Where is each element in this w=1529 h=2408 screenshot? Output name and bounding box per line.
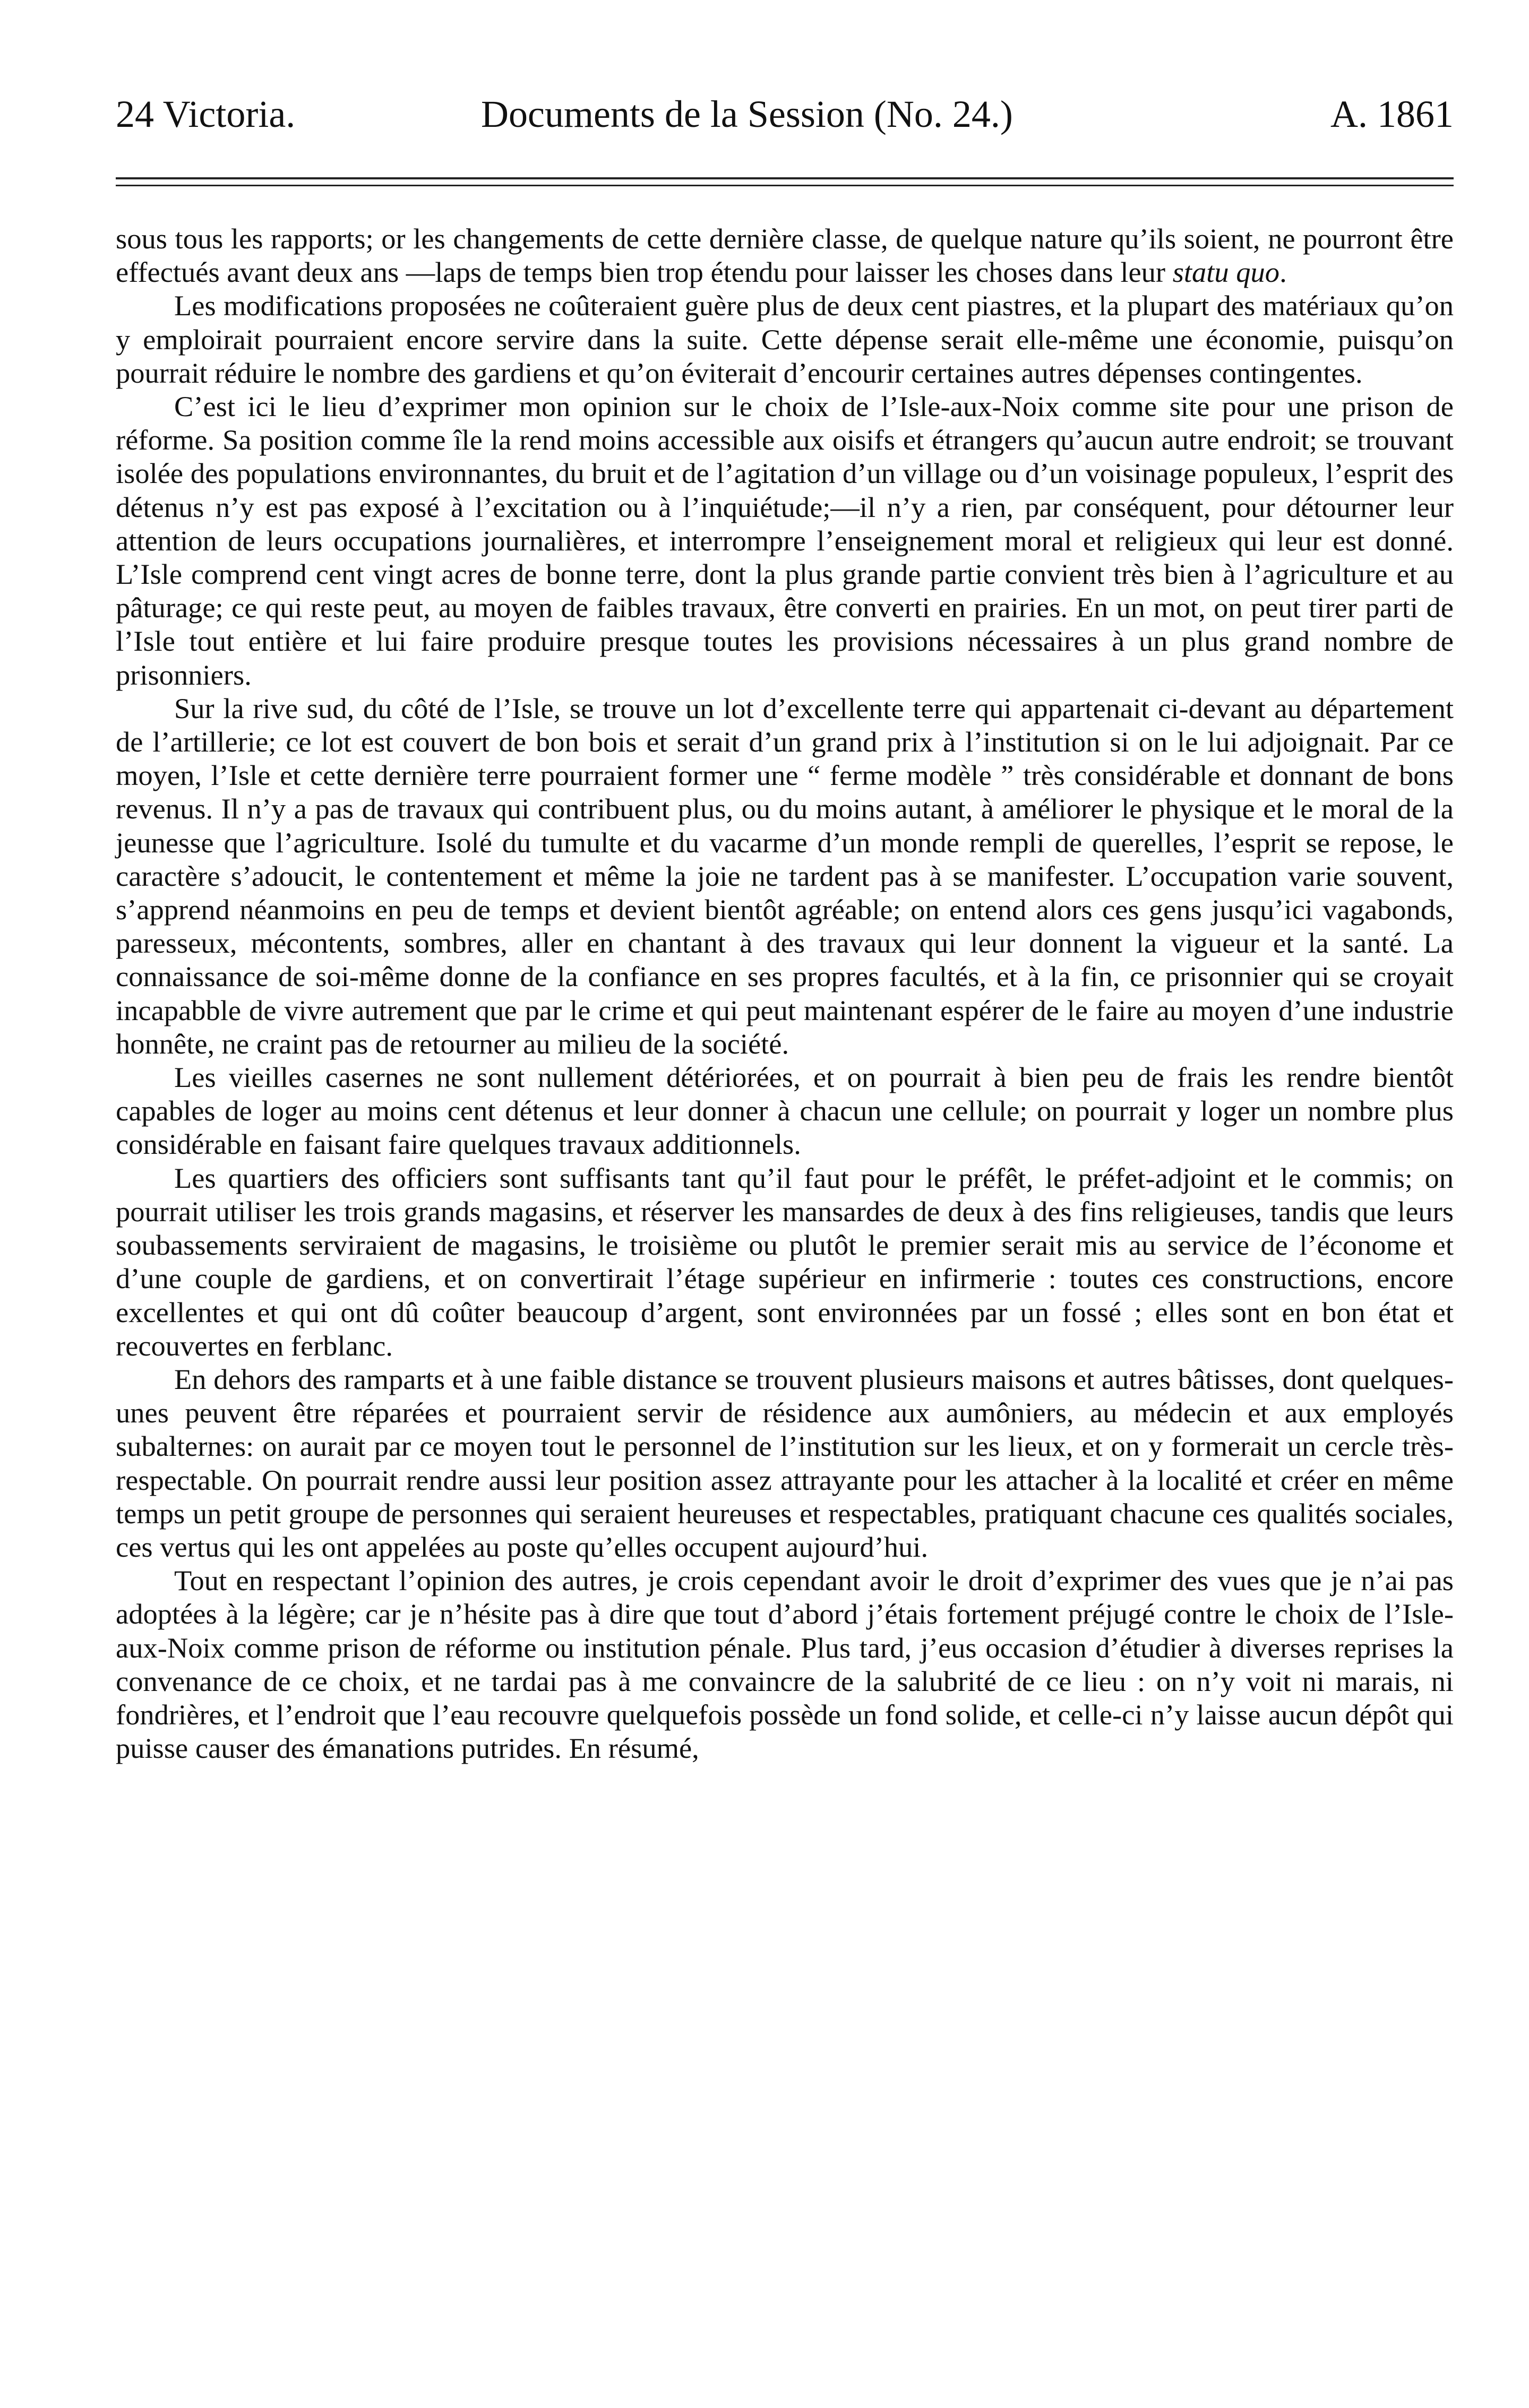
- paragraph-5: Les vieilles casernes ne sont nullement détériorées, et on pourrait à bien peu de frais les rendre bientôt capables de loger au moins cent détenus et leur donner à chacun une cellule; on pourrait y loger un nombre plus considérable en faisant faire quelques travaux additionnels.: [116, 1061, 1454, 1161]
- header-session-year: 24 Victoria.: [116, 93, 296, 135]
- header-rule-bottom: [116, 185, 1454, 186]
- body-text: [116, 222, 1454, 1765]
- paragraph-3: C’est ici le lieu d’exprimer mon opinion sur le choix de l’Isle-aux-Noix comme site pour une prison de réforme. Sa position comme île la rend moins accessible aux oisifs et étrangers qu’aucun autre endroit; se trouvant isolée des populations environnantes, du bruit et de l’agitation d’un village ou d’un voisinage populeux, l’esprit des détenus n’y est pas exposé à l’excitation ou à l’inquiétude;—il n’y a rien, par conséquent, pour détourner leur attention de leurs occupations journalières, et interrompre l’enseignement moral et religieux qui leur est donné. L’Isle comprend cent vingt acres de bonne terre, dont la plus grande partie convient très bien à l’agriculture et au pâturage; ce qui reste peut, au moyen de faibles travaux, être converti en prairies. En un mot, on peut tirer parti de l’Isle tout entière et lui faire produire presque toutes les provisions nécessaires à un plus grand nombre de prisonniers.: [116, 390, 1454, 691]
- paragraph-1-italic: statu quo: [1172, 256, 1280, 289]
- paragraph-1-text: sous tous les rapports; or les changements de cette dernière classe, de quelque nature qu’ils soient, ne pourront être effectués avant deux ans —laps de temps bien trop étendu pour laisser les choses dans leur: [116, 222, 1454, 289]
- paragraph-4: Sur la rive sud, du côté de l’Isle, se trouve un lot d’excellente terre qui appartenait ci-devant au département de l’artillerie; ce lot est couvert de bon bois et serait d’un grand prix à l’institution si on le lui adjoignait. Par ce moyen, l’Isle et cette dernière terre pourraient former une “ ferme modèle ” très considérable et donnant de bons revenus. Il n’y a pas de travaux qui contribuent plus, ou du moins autant, à améliorer le physique et le moral de la jeunesse que l’agriculture. Isolé du tumulte et du vacarme d’un monde rempli de querelles, l’esprit se repose, le caractère s’adoucit, le contentement et même la joie ne tardent pas à se manifester. L’occupation varie souvent, s’apprend néanmoins en peu de temps et devient bientôt agréable; on entend alors ces gens jusqu’ici vagabonds, paresseux, mécontents, sombres, aller en chantant à des travaux qui leur donnent la vigueur et la santé. La connaissance de soi-même donne de la confiance en ses propres facultés, et à la fin, ce prisonnier qui se croyait incapabble de vivre autrement que par le crime et qui peut maintenant espérer de le faire au moyen d’une industrie honnête, ne craint pas de retourner au milieu de la société.: [116, 692, 1454, 1060]
- page-header: [116, 85, 1454, 143]
- header-document-title: Documents de la Session (No. 24.): [481, 93, 1013, 135]
- paragraph-7: En dehors des ramparts et à une faible distance se trouvent plusieurs maisons et autres bâtisses, dont quelques-unes peuvent être réparées et pourraient servir de résidence aux aumôniers, au médecin et aux employés subalternes: on aurait par ce moyen tout le personnel de l’institution sur les lieux, et on y formerait un cercle très-respectable. On pourrait rendre aussi leur position assez attrayante pour les attacher à la localité et créer en même temps un petit groupe de personnes qui seraient heureuses et respectables, pratiquant chacune ces qualités sociales, ces vertus qui les ont appelées au poste qu’elles occupent aujourd’hui.: [116, 1362, 1454, 1563]
- header-rule-top: [116, 177, 1454, 179]
- paragraph-8: Tout en respectant l’opinion des autres, je crois cependant avoir le droit d’exprimer des vues que je n’ai pas adoptées à la légère; car je n’hésite pas à dire que tout d’abord j’étais fortement préjugé contre le choix de l’Isle-aux-Noix comme prison de réforme ou institution pénale. Plus tard, j’eus occasion d’étudier à diverses reprises la convenance de ce choix, et ne tardai pas à me convaincre de la salubrité de ce lieu : on n’y voit ni marais, ni fondrières, et l’endroit que l’eau recouvre quelquefois possède un fond solide, et celle-ci n’y laisse aucun dépôt qui puisse causer des émanations putrides. En résumé,: [116, 1564, 1454, 1765]
- paragraph-1-tail: .: [1279, 256, 1287, 289]
- paragraph-2: Les modifications proposées ne coûteraient guère plus de deux cent piastres, et la plupart des matériaux qu’on y emploirait pourraient encore servire dans la suite. Cette dépense serait elle-même une économie, puisqu’on pourrait réduire le nombre des gardiens et qu’on éviterait d’encourir certaines autres dépenses contingentes.: [116, 289, 1454, 389]
- header-publication-year: A. 1861: [1330, 93, 1454, 135]
- paragraph-6: Les quartiers des officiers sont suffisants tant qu’il faut pour le préfêt, le préfet-adjoint et le commis; on pourrait utiliser les trois grands magasins, et réserver les mansardes de deux à des fins religieuses, tandis que leurs soubassements serviraient de magasins, le troisième ou plutôt le premier serait mis au service de l’économe et d’une couple de gardiens, et on convertirait l’étage supérieur en infirmerie : toutes ces constructions, encore excellentes et qui ont dû coûter beaucoup d’argent, sont environnées par un fossé ; elles sont en bon état et recouvertes en ferblanc.: [116, 1161, 1454, 1362]
- paragraph-1: [116, 222, 1454, 289]
